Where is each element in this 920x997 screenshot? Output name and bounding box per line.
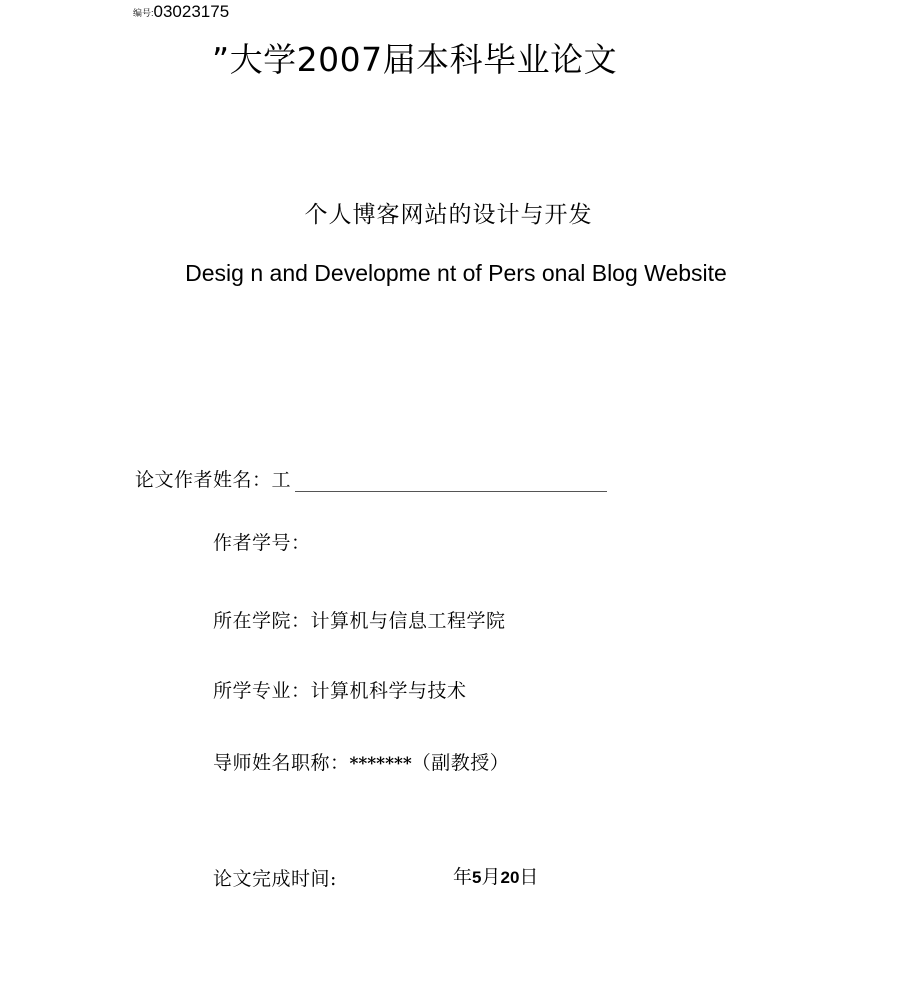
advisor-label: 导师姓名职称： <box>213 752 350 774</box>
student-id-field <box>213 529 311 557</box>
date-day: 20 <box>500 868 520 887</box>
author-name-value: 工 <box>271 469 292 491</box>
student-id-label: 作者学号： <box>213 532 311 554</box>
advisor-name: ******* <box>349 754 412 774</box>
author-name-label: 论文作者姓名： <box>135 469 272 491</box>
thesis-title-english: Desig n and Developme nt of Pers onal Blog Website <box>185 260 727 286</box>
author-name-field <box>135 466 607 494</box>
author-name-underline <box>295 469 607 492</box>
major-label: 所学专业： <box>213 680 311 702</box>
completion-date <box>453 863 538 892</box>
date-month-char: 月 <box>481 866 501 888</box>
serial-number-value: 03023175 <box>153 2 230 21</box>
serial-number-label: 编号: <box>133 8 154 18</box>
thesis-title-chinese: 个人博客网站的设计与开发 <box>304 202 593 228</box>
date-day-char: 日 <box>519 866 539 888</box>
date-year-char: 年 <box>453 866 473 888</box>
college-value: 计算机与信息工程学院 <box>310 610 506 632</box>
date-month: 5 <box>472 868 482 887</box>
major-field <box>213 677 467 705</box>
major-value: 计算机科学与技术 <box>310 680 467 702</box>
college-label: 所在学院： <box>213 610 311 632</box>
college-field <box>213 607 506 635</box>
completion-time-label: 论文完成时间: <box>213 868 337 890</box>
completion-time-field <box>213 865 337 893</box>
advisor-title: （副教授） <box>411 752 510 774</box>
advisor-field <box>213 749 509 778</box>
serial-number <box>133 3 229 21</box>
university-thesis-heading: ”大学2007届本科毕业论文 <box>212 40 618 79</box>
